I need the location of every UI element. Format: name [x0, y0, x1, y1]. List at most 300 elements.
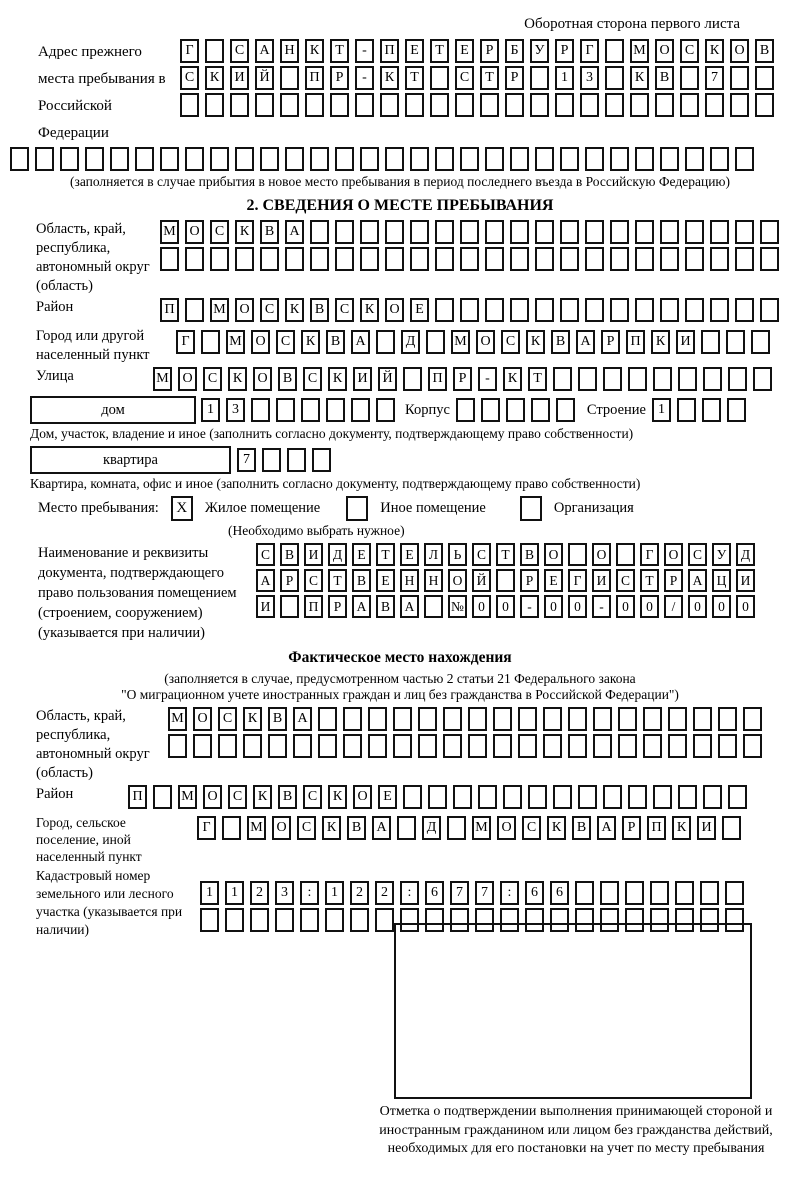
char-cell[interactable]: А: [400, 595, 419, 618]
char-cell[interactable]: [60, 147, 79, 171]
char-cell[interactable]: [710, 298, 729, 322]
char-cell[interactable]: [685, 147, 704, 171]
char-cell[interactable]: [593, 707, 612, 731]
char-cell[interactable]: [85, 147, 104, 171]
char-cell[interactable]: [493, 734, 512, 758]
char-cell[interactable]: И: [592, 569, 611, 592]
char-cell[interactable]: [755, 66, 774, 90]
char-cell[interactable]: С: [228, 785, 247, 809]
char-cell[interactable]: [560, 247, 579, 271]
char-cell[interactable]: [201, 330, 220, 354]
char-cell[interactable]: [760, 220, 779, 244]
char-cell[interactable]: [710, 220, 729, 244]
char-cell[interactable]: [543, 707, 562, 731]
char-cell[interactable]: [230, 93, 249, 117]
char-cell[interactable]: [153, 785, 172, 809]
char-cell[interactable]: [435, 220, 454, 244]
char-cell[interactable]: [403, 367, 422, 391]
char-cell[interactable]: [185, 147, 204, 171]
char-cell[interactable]: 1: [652, 398, 671, 422]
char-cell[interactable]: [205, 93, 224, 117]
char-cell[interactable]: С: [230, 39, 249, 63]
char-cell[interactable]: [760, 298, 779, 322]
char-cell[interactable]: О: [235, 298, 254, 322]
char-cell[interactable]: К: [672, 816, 691, 840]
char-cell[interactable]: [703, 785, 722, 809]
char-cell[interactable]: [500, 908, 519, 932]
char-cell[interactable]: [380, 93, 399, 117]
char-cell[interactable]: [185, 247, 204, 271]
char-cell[interactable]: [403, 785, 422, 809]
char-cell[interactable]: В: [347, 816, 366, 840]
char-cell[interactable]: А: [597, 816, 616, 840]
char-cell[interactable]: К: [243, 707, 262, 731]
char-cell[interactable]: Г: [180, 39, 199, 63]
char-cell[interactable]: К: [360, 298, 379, 322]
char-cell[interactable]: Ц: [712, 569, 731, 592]
char-cell[interactable]: [485, 220, 504, 244]
char-cell[interactable]: Д: [736, 543, 755, 566]
char-cell[interactable]: [360, 220, 379, 244]
checkbox-residential[interactable]: X: [171, 496, 193, 521]
char-cell[interactable]: [660, 220, 679, 244]
char-cell[interactable]: -: [478, 367, 497, 391]
char-cell[interactable]: [543, 734, 562, 758]
char-cell[interactable]: О: [592, 543, 611, 566]
char-cell[interactable]: [424, 595, 443, 618]
char-cell[interactable]: П: [304, 595, 323, 618]
char-cell[interactable]: К: [253, 785, 272, 809]
char-cell[interactable]: [460, 220, 479, 244]
char-cell[interactable]: [135, 147, 154, 171]
char-cell[interactable]: [218, 734, 237, 758]
char-cell[interactable]: [193, 734, 212, 758]
char-cell[interactable]: М: [168, 707, 187, 731]
char-cell[interactable]: В: [755, 39, 774, 63]
char-cell[interactable]: И: [256, 595, 275, 618]
char-cell[interactable]: И: [353, 367, 372, 391]
char-cell[interactable]: Д: [401, 330, 420, 354]
char-cell[interactable]: А: [688, 569, 707, 592]
char-cell[interactable]: Р: [664, 569, 683, 592]
char-cell[interactable]: 0: [568, 595, 587, 618]
char-cell[interactable]: К: [285, 298, 304, 322]
char-cell[interactable]: Ь: [448, 543, 467, 566]
char-cell[interactable]: [701, 330, 720, 354]
char-cell[interactable]: [475, 908, 494, 932]
char-cell[interactable]: [235, 147, 254, 171]
char-cell[interactable]: [735, 298, 754, 322]
char-cell[interactable]: [280, 66, 299, 90]
char-cell[interactable]: [418, 707, 437, 731]
char-cell[interactable]: [755, 93, 774, 117]
char-cell[interactable]: С: [680, 39, 699, 63]
char-cell[interactable]: К: [705, 39, 724, 63]
char-cell[interactable]: О: [272, 816, 291, 840]
char-cell[interactable]: [575, 881, 594, 905]
char-cell[interactable]: К: [380, 66, 399, 90]
char-cell[interactable]: [505, 93, 524, 117]
char-cell[interactable]: [553, 367, 572, 391]
char-cell[interactable]: К: [322, 816, 341, 840]
char-cell[interactable]: 0: [616, 595, 635, 618]
char-cell[interactable]: Й: [472, 569, 491, 592]
char-cell[interactable]: [185, 298, 204, 322]
char-cell[interactable]: -: [355, 66, 374, 90]
char-cell[interactable]: [635, 298, 654, 322]
char-cell[interactable]: [728, 785, 747, 809]
char-cell[interactable]: К: [305, 39, 324, 63]
char-cell[interactable]: 0: [472, 595, 491, 618]
char-cell[interactable]: И: [736, 569, 755, 592]
char-cell[interactable]: О: [476, 330, 495, 354]
char-cell[interactable]: :: [400, 881, 419, 905]
char-cell[interactable]: К: [503, 367, 522, 391]
char-cell[interactable]: [718, 707, 737, 731]
char-cell[interactable]: Р: [328, 595, 347, 618]
char-cell[interactable]: [535, 220, 554, 244]
char-cell[interactable]: [680, 66, 699, 90]
char-cell[interactable]: 0: [544, 595, 563, 618]
char-cell[interactable]: [580, 93, 599, 117]
char-cell[interactable]: С: [303, 367, 322, 391]
char-cell[interactable]: [685, 220, 704, 244]
char-cell[interactable]: 0: [712, 595, 731, 618]
char-cell[interactable]: 7: [237, 448, 256, 472]
checkbox-organization[interactable]: [520, 496, 542, 521]
char-cell[interactable]: [628, 785, 647, 809]
char-cell[interactable]: [578, 367, 597, 391]
char-cell[interactable]: А: [285, 220, 304, 244]
char-cell[interactable]: Й: [255, 66, 274, 90]
char-cell[interactable]: [222, 816, 241, 840]
char-cell[interactable]: У: [530, 39, 549, 63]
char-cell[interactable]: Е: [378, 785, 397, 809]
char-cell[interactable]: [530, 66, 549, 90]
char-cell[interactable]: Е: [400, 543, 419, 566]
char-cell[interactable]: [35, 147, 54, 171]
char-cell[interactable]: [385, 220, 404, 244]
char-cell[interactable]: И: [697, 816, 716, 840]
char-cell[interactable]: [385, 247, 404, 271]
char-cell[interactable]: [725, 881, 744, 905]
char-cell[interactable]: [751, 330, 770, 354]
char-cell[interactable]: Р: [555, 39, 574, 63]
char-cell[interactable]: [343, 707, 362, 731]
char-cell[interactable]: :: [300, 881, 319, 905]
char-cell[interactable]: В: [655, 66, 674, 90]
char-cell[interactable]: [312, 448, 331, 472]
char-cell[interactable]: Т: [330, 39, 349, 63]
char-cell[interactable]: [735, 247, 754, 271]
char-cell[interactable]: В: [268, 707, 287, 731]
char-cell[interactable]: [643, 707, 662, 731]
char-cell[interactable]: [496, 569, 515, 592]
char-cell[interactable]: [418, 734, 437, 758]
char-cell[interactable]: [553, 785, 572, 809]
char-cell[interactable]: [585, 220, 604, 244]
char-cell[interactable]: [287, 448, 306, 472]
char-cell[interactable]: [518, 707, 537, 731]
char-cell[interactable]: В: [310, 298, 329, 322]
char-cell[interactable]: [510, 147, 529, 171]
char-cell[interactable]: В: [278, 785, 297, 809]
char-cell[interactable]: К: [228, 367, 247, 391]
char-cell[interactable]: Л: [424, 543, 443, 566]
char-cell[interactable]: В: [260, 220, 279, 244]
char-cell[interactable]: Т: [328, 569, 347, 592]
char-cell[interactable]: [355, 93, 374, 117]
char-cell[interactable]: [251, 398, 270, 422]
char-cell[interactable]: О: [664, 543, 683, 566]
char-cell[interactable]: Е: [455, 39, 474, 63]
char-cell[interactable]: С: [276, 330, 295, 354]
char-cell[interactable]: [531, 398, 550, 422]
char-cell[interactable]: Й: [378, 367, 397, 391]
char-cell[interactable]: [250, 908, 269, 932]
char-cell[interactable]: [385, 147, 404, 171]
char-cell[interactable]: [435, 147, 454, 171]
char-cell[interactable]: Н: [400, 569, 419, 592]
char-cell[interactable]: [456, 398, 475, 422]
char-cell[interactable]: [700, 908, 719, 932]
char-cell[interactable]: [618, 707, 637, 731]
char-cell[interactable]: [735, 220, 754, 244]
char-cell[interactable]: [485, 147, 504, 171]
char-cell[interactable]: [618, 734, 637, 758]
char-cell[interactable]: Т: [496, 543, 515, 566]
char-cell[interactable]: [635, 247, 654, 271]
char-cell[interactable]: [630, 93, 649, 117]
char-cell[interactable]: Е: [352, 543, 371, 566]
char-cell[interactable]: [275, 908, 294, 932]
char-cell[interactable]: И: [304, 543, 323, 566]
char-cell[interactable]: [110, 147, 129, 171]
char-cell[interactable]: К: [526, 330, 545, 354]
char-cell[interactable]: [593, 734, 612, 758]
char-cell[interactable]: [650, 908, 669, 932]
char-cell[interactable]: [575, 908, 594, 932]
char-cell[interactable]: [680, 93, 699, 117]
char-cell[interactable]: [485, 247, 504, 271]
char-cell[interactable]: [160, 247, 179, 271]
char-cell[interactable]: [168, 734, 187, 758]
char-cell[interactable]: [180, 93, 199, 117]
char-cell[interactable]: П: [160, 298, 179, 322]
char-cell[interactable]: К: [328, 367, 347, 391]
char-cell[interactable]: [535, 247, 554, 271]
char-cell[interactable]: [210, 247, 229, 271]
char-cell[interactable]: Р: [453, 367, 472, 391]
char-cell[interactable]: [468, 734, 487, 758]
char-cell[interactable]: [460, 298, 479, 322]
char-cell[interactable]: [285, 247, 304, 271]
char-cell[interactable]: [668, 707, 687, 731]
char-cell[interactable]: [510, 220, 529, 244]
char-cell[interactable]: [693, 707, 712, 731]
char-cell[interactable]: [650, 881, 669, 905]
char-cell[interactable]: О: [385, 298, 404, 322]
char-cell[interactable]: М: [178, 785, 197, 809]
char-cell[interactable]: С: [616, 569, 635, 592]
char-cell[interactable]: Е: [410, 298, 429, 322]
char-cell[interactable]: С: [455, 66, 474, 90]
char-cell[interactable]: [605, 66, 624, 90]
char-cell[interactable]: П: [647, 816, 666, 840]
char-cell[interactable]: О: [251, 330, 270, 354]
char-cell[interactable]: [300, 908, 319, 932]
char-cell[interactable]: [550, 908, 569, 932]
char-cell[interactable]: [335, 247, 354, 271]
char-cell[interactable]: М: [153, 367, 172, 391]
char-cell[interactable]: [605, 93, 624, 117]
char-cell[interactable]: Е: [376, 569, 395, 592]
char-cell[interactable]: [718, 734, 737, 758]
char-cell[interactable]: 1: [200, 881, 219, 905]
char-cell[interactable]: [625, 908, 644, 932]
char-cell[interactable]: [310, 220, 329, 244]
char-cell[interactable]: О: [544, 543, 563, 566]
char-cell[interactable]: [428, 785, 447, 809]
char-cell[interactable]: [351, 398, 370, 422]
char-cell[interactable]: [722, 816, 741, 840]
char-cell[interactable]: [556, 398, 575, 422]
char-cell[interactable]: Т: [405, 66, 424, 90]
char-cell[interactable]: [643, 734, 662, 758]
char-cell[interactable]: [481, 398, 500, 422]
char-cell[interactable]: 1: [201, 398, 220, 422]
char-cell[interactable]: В: [278, 367, 297, 391]
char-cell[interactable]: [675, 908, 694, 932]
char-cell[interactable]: [560, 220, 579, 244]
char-cell[interactable]: О: [253, 367, 272, 391]
char-cell[interactable]: К: [630, 66, 649, 90]
char-cell[interactable]: [585, 147, 604, 171]
char-cell[interactable]: К: [547, 816, 566, 840]
char-cell[interactable]: Т: [430, 39, 449, 63]
char-cell[interactable]: [510, 298, 529, 322]
char-cell[interactable]: [205, 39, 224, 63]
char-cell[interactable]: [326, 398, 345, 422]
char-cell[interactable]: [376, 398, 395, 422]
char-cell[interactable]: П: [380, 39, 399, 63]
char-cell[interactable]: [743, 734, 762, 758]
char-cell[interactable]: [525, 908, 544, 932]
char-cell[interactable]: [360, 147, 379, 171]
char-cell[interactable]: [343, 734, 362, 758]
char-cell[interactable]: [350, 908, 369, 932]
char-cell[interactable]: [710, 247, 729, 271]
char-cell[interactable]: [435, 247, 454, 271]
char-cell[interactable]: К: [235, 220, 254, 244]
char-cell[interactable]: М: [472, 816, 491, 840]
char-cell[interactable]: [530, 93, 549, 117]
char-cell[interactable]: [735, 147, 754, 171]
char-cell[interactable]: [600, 908, 619, 932]
char-cell[interactable]: [160, 147, 179, 171]
char-cell[interactable]: [280, 595, 299, 618]
char-cell[interactable]: [603, 367, 622, 391]
char-cell[interactable]: [268, 734, 287, 758]
char-cell[interactable]: [335, 220, 354, 244]
char-cell[interactable]: [243, 734, 262, 758]
checkbox-other-premises[interactable]: [346, 496, 368, 521]
char-cell[interactable]: [610, 147, 629, 171]
char-cell[interactable]: [376, 330, 395, 354]
char-cell[interactable]: О: [448, 569, 467, 592]
char-cell[interactable]: [430, 93, 449, 117]
char-cell[interactable]: Т: [480, 66, 499, 90]
char-cell[interactable]: А: [256, 569, 275, 592]
char-cell[interactable]: [10, 147, 29, 171]
char-cell[interactable]: А: [255, 39, 274, 63]
char-cell[interactable]: [235, 247, 254, 271]
char-cell[interactable]: 7: [450, 881, 469, 905]
char-cell[interactable]: [325, 908, 344, 932]
char-cell[interactable]: К: [205, 66, 224, 90]
char-cell[interactable]: С: [472, 543, 491, 566]
char-cell[interactable]: С: [180, 66, 199, 90]
char-cell[interactable]: [600, 881, 619, 905]
char-cell[interactable]: №: [448, 595, 467, 618]
char-cell[interactable]: [478, 785, 497, 809]
char-cell[interactable]: [535, 298, 554, 322]
char-cell[interactable]: Е: [544, 569, 563, 592]
char-cell[interactable]: [397, 816, 416, 840]
char-cell[interactable]: [660, 147, 679, 171]
char-cell[interactable]: [700, 881, 719, 905]
char-cell[interactable]: 2: [350, 881, 369, 905]
char-cell[interactable]: Р: [280, 569, 299, 592]
char-cell[interactable]: С: [501, 330, 520, 354]
char-cell[interactable]: [675, 881, 694, 905]
char-cell[interactable]: [305, 93, 324, 117]
char-cell[interactable]: 1: [555, 66, 574, 90]
char-cell[interactable]: [276, 398, 295, 422]
char-cell[interactable]: [560, 298, 579, 322]
char-cell[interactable]: 0: [640, 595, 659, 618]
char-cell[interactable]: 0: [496, 595, 515, 618]
char-cell[interactable]: В: [326, 330, 345, 354]
char-cell[interactable]: [753, 367, 772, 391]
char-cell[interactable]: О: [178, 367, 197, 391]
char-cell[interactable]: П: [428, 367, 447, 391]
char-cell[interactable]: [430, 66, 449, 90]
char-cell[interactable]: П: [626, 330, 645, 354]
char-cell[interactable]: [410, 220, 429, 244]
char-cell[interactable]: [310, 147, 329, 171]
char-cell[interactable]: 6: [525, 881, 544, 905]
char-cell[interactable]: [301, 398, 320, 422]
char-cell[interactable]: [518, 734, 537, 758]
char-cell[interactable]: 7: [705, 66, 724, 90]
char-cell[interactable]: В: [280, 543, 299, 566]
char-cell[interactable]: Р: [520, 569, 539, 592]
char-cell[interactable]: [447, 816, 466, 840]
char-cell[interactable]: [568, 734, 587, 758]
char-cell[interactable]: -: [520, 595, 539, 618]
char-cell[interactable]: [510, 247, 529, 271]
char-cell[interactable]: [585, 298, 604, 322]
char-cell[interactable]: [685, 298, 704, 322]
char-cell[interactable]: В: [572, 816, 591, 840]
char-cell[interactable]: 6: [550, 881, 569, 905]
char-cell[interactable]: [702, 398, 721, 422]
char-cell[interactable]: [410, 247, 429, 271]
char-cell[interactable]: В: [352, 569, 371, 592]
char-cell[interactable]: Г: [197, 816, 216, 840]
char-cell[interactable]: [635, 147, 654, 171]
